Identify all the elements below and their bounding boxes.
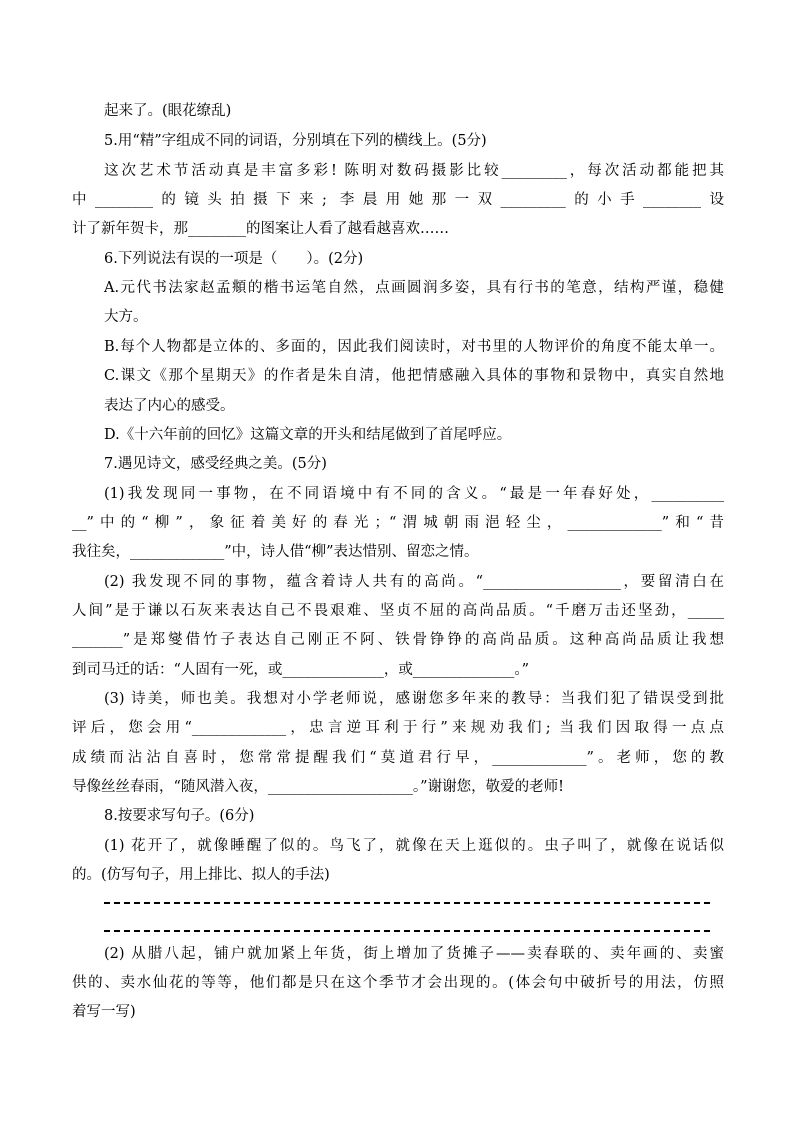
text-line: 中________的镜头拍摄下来; 李晨用她那一双_________的小手________设 (72, 192, 724, 208)
text-line: (2) 我发现不同的事物，蕴含着诗人共有的高尚。“___________________，要留清白在 (104, 574, 724, 590)
text-line: 着写一写) (72, 1004, 136, 1020)
option-a: A.元代书法家赵孟頫的楷书运笔自然，点画圆润多姿，具有行书的笔意，结构严谨，稳健 (104, 280, 724, 296)
text-line: 评后，您会用“_____________，忠言逆耳利于行”来规劝我们; 当我们因取得一点点 (72, 720, 724, 736)
text-line: (1) 花开了，就像睡醒了似的。鸟飞了，就像在天上逛似的。虫子叫了，就像在说话似 (104, 838, 724, 854)
text-line: 的。(仿写句子，用上排比、拟人的手法) (72, 867, 330, 883)
text-line: 起来了。(眼花缭乱) (104, 103, 232, 119)
text-line: _______”是郑燮借竹子表达自己刚正不阿、铁骨铮铮的高尚品质。这种高尚品质让我想 (72, 632, 724, 648)
text-line: 导像丝丝春雨，“随风潜入夜，____________________。”谢谢您，敬爱的老师! (72, 779, 564, 795)
answer-line[interactable] (104, 930, 710, 932)
option-c-continued: 表达了内心的感受。 (104, 398, 235, 414)
option-a-continued: 大方。 (104, 309, 148, 325)
text-line: __”中的“柳”，象征着美好的春光；“渭城朝雨浥轻尘，_____________”和“昔 (72, 515, 724, 531)
text-line: 到司马迁的话：“人固有一死，或______________，或______________。” (72, 662, 530, 678)
text-line: 这次艺术节活动真是丰富多彩! 陈明对数码摄影比较_________，每次活动都能把其 (104, 163, 724, 179)
text-line: 人间”是于谦以石灰来表达自己不畏艰难、坚贞不屈的高尚品质。“千磨万击还坚劲，_____ (72, 603, 724, 619)
text-line: (3) 诗美，师也美。我想对小学老师说，感谢您多年来的教导：当我们犯了错误受到批 (104, 691, 724, 707)
question-8-title: 8.按要求写句子。(6分) (104, 808, 255, 824)
question-5-title: 5.用“精”字组成不同的词语，分别填在下列的横线上。(5分) (104, 133, 487, 149)
text-line: 我往矣，_____________”中，诗人借“柳”表达惜别、留恋之情。 (72, 544, 479, 560)
text-line: (1)我发现同一事物，在不同语境中有不同的含义。“最是一年春好处，__________ (104, 486, 724, 502)
text-line: 成绩而沾沾自喜时，您常常提醒我们“莫道君行早，_____________”。老师，您的教 (72, 750, 724, 766)
answer-line[interactable] (104, 902, 710, 904)
question-7-title: 7.遇见诗文，感受经典之美。(5分) (104, 456, 327, 472)
text-line: (2) 从腊八起，铺户就加紧上年货，街上增加了货摊子——卖春联的、卖年画的、卖蜜 (104, 946, 724, 962)
text-line: 计了新年贺卡，那________的图案让人看了越看越喜欢…… (72, 221, 449, 237)
option-b: B.每个人物都是立体的、多面的，因此我们阅读时，对书里的人物评价的角度不能太单一。 (104, 339, 724, 355)
option-d: D.《十六年前的回忆》这篇文章的开头和结尾做到了首尾呼应。 (104, 427, 512, 443)
question-6-title: 6.下列说法有误的一项是（ ）。(2分) (104, 251, 364, 267)
option-c: C.课文《那个星期天》的作者是朱自清，他把情感融入具体的事物和景物中，真实自然地 (104, 368, 724, 384)
text-line: 供的、卖水仙花的等等，他们都是只在这个季节才会出现的。(体会句中破折号的用法，仿照 (72, 975, 724, 991)
